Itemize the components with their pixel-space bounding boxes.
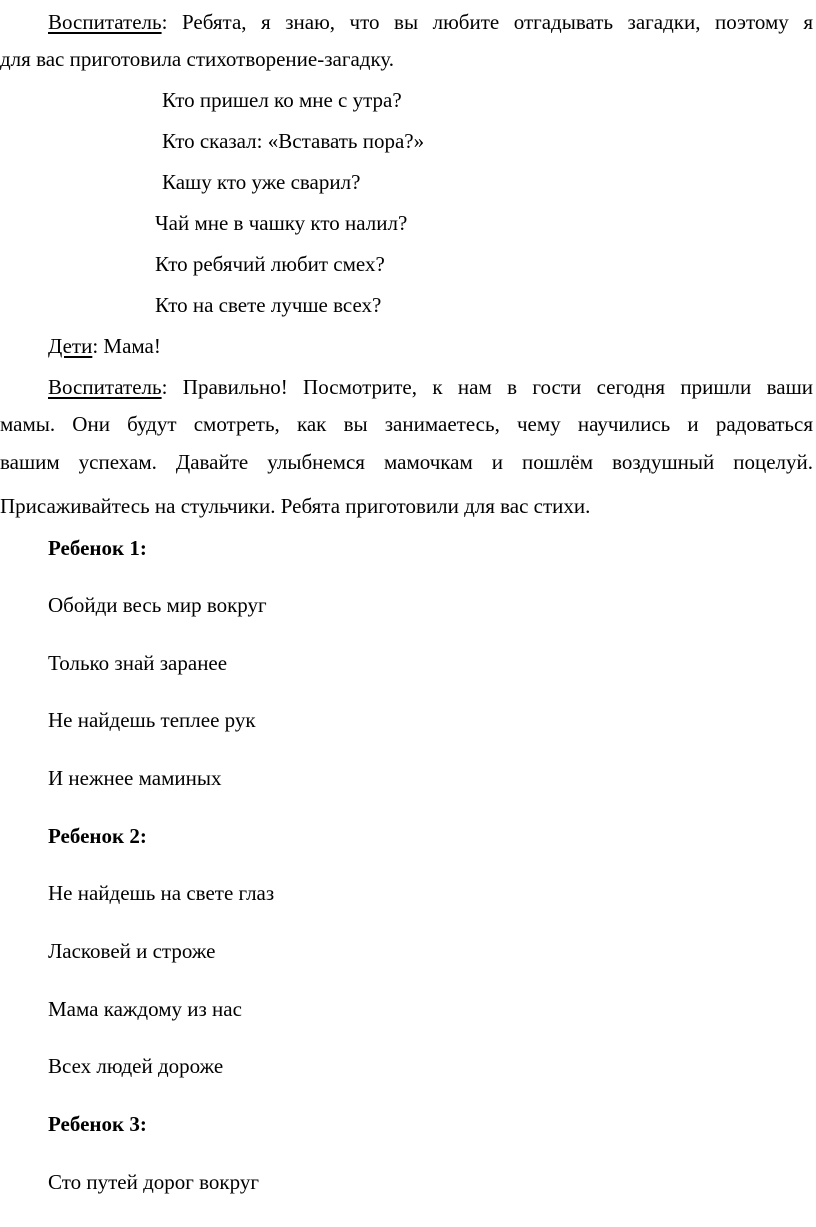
poem-1-line-2: Только знай заранее: [48, 651, 228, 675]
poem-2-heading: Ребенок 2:: [48, 824, 147, 848]
poem-2-line-4: Всех людей дороже: [48, 1054, 224, 1078]
riddle-line-6: Кто на свете лучше всех?: [155, 293, 382, 317]
poem-3-line-1: Сто путей дорог вокруг: [48, 1170, 259, 1194]
poem-3-heading: Ребенок 3:: [48, 1112, 147, 1136]
riddle-line-5: Кто ребячий любит смех?: [155, 252, 385, 276]
paragraph-3-text: Правильно! Посмотрите, к нам в гости сегодня пришли ваши: [182, 375, 813, 399]
poem-2-line-1: Не найдешь на свете глаз: [48, 881, 275, 905]
paragraph-2-text: Мама!: [103, 334, 161, 358]
riddle-line-3: Кашу кто уже сварил?: [162, 170, 361, 194]
paragraph-1-line-2: для вас приготовила стихотворение-загадку.: [0, 47, 395, 71]
speaker-teacher-2: Воспитатель: [48, 375, 162, 399]
paragraph-1-line-1: Воспитатель: Ребята, я знаю, что вы любите отгадывать загадки, поэтому я: [48, 10, 813, 34]
riddle-line-4: Чай мне в чашку кто налил?: [155, 211, 408, 235]
riddle-line-2: Кто сказал: «Вставать пора?»: [162, 129, 425, 153]
paragraph-2: Дети: Мама!: [48, 334, 161, 358]
paragraph-3-line-1: Воспитатель: Правильно! Посмотрите, к нам в гости сегодня пришли ваши: [48, 375, 813, 399]
riddle-line-1: Кто пришел ко мне с утра?: [162, 88, 402, 112]
paragraph-1-text: Ребята, я знаю, что вы любите отгадывать загадки, поэтому я: [181, 10, 813, 34]
poem-1-heading: Ребенок 1:: [48, 536, 147, 560]
poem-1-line-1: Обойди весь мир вокруг: [48, 593, 267, 617]
poem-1-line-4: И нежнее маминых: [48, 766, 222, 790]
paragraph-3-line-2: мамы. Они будут смотреть, как вы занимаетесь, чему научились и радоваться: [0, 412, 813, 436]
speaker-children: Дети: [48, 334, 93, 358]
paragraph-3-line-4: Присаживайтесь на стульчики. Ребята приготовили для вас стихи.: [0, 494, 591, 518]
paragraph-3-line-3: вашим успехам. Давайте улыбнемся мамочкам и пошлём воздушный поцелуй.: [0, 450, 813, 474]
poem-2-line-2: Ласковей и строже: [48, 939, 216, 963]
poem-1-line-3: Не найдешь теплее рук: [48, 708, 256, 732]
speaker-teacher: Воспитатель: [48, 10, 162, 34]
poem-2-line-3: Мама каждому из нас: [48, 997, 242, 1021]
